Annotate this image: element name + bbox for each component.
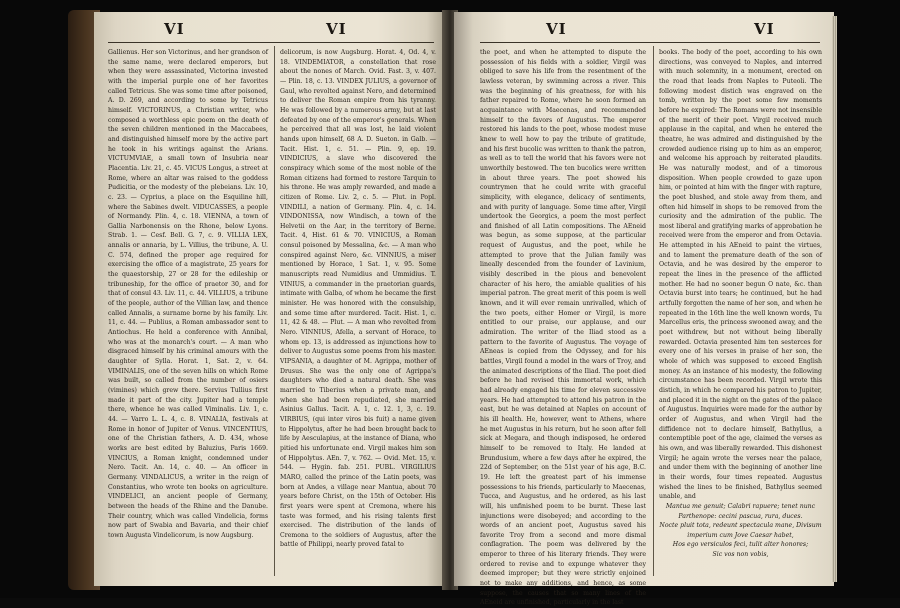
latin-verse: Sic vos non vobis, [712,551,769,559]
running-head-right-col1: VI [546,20,567,38]
dictionary-text: Gallienus. Her son Victorinus, and her grandson of the same name, were declared emperors, but when they were assassinated, Victorina invested with the imperial purple one of her favorites called Tetricus. She was some time after poisoned, A. D. 269, and according to some by Tetricus himself. VICTORINUS, a Christian writer, who composed a worthless epic poem on the death of the seven children mentioned in the Maccabees, and distinguished himself more by the active part he took in his writings against the Arians. VICTUMVIAE, a small town of Insubria near Placentia. Liv. 21, c. 45. VICUS Longus, a street at Rome, where an altar was raised to the goddess Pudicitia, or the modesty of the plebeians. Liv. 10, c. 23. — Cyprius, a place on the Esquiline hill, where the Sabines dwelt. VIDUCASSES, a people of Normandy. Plin. 4, c. 18. VIENNA, a town of Gallia Narbonensis on the Rhone, below Lyons. Strab. 1. — Cesf. Bell. G. 7, c. 9. VILLIA LEX, annalis or annaria, by L. Villius, the tribune, A. U. C. 574, defined the proper age required for exercising the office of a magistrate, 25 years for the quaestorship, 27 or 28 for the edileship or tribuneship, for the office of praetor 30, and for that of consul 43. Liv. 11, c. 44. VILLIUS, a tribune of the people, author of the Villian law, and thence called Annalis, a surname borne by his family. Liv. 11, c. 44. — Publius, a Roman ambassador sent to Antiochus. He held a conference with Annibal, who was at the monarch's court. — A man who disgraced himself by his criminal amours with the daughter of Sylla. Horat. 1, Sat. 2, v. 64. VIMINALIS, one of the seven hills on which Rome was built, so called from the number of osiers (vimines) which grew there. Servius Tullius first made it part of the city. Jupiter had a temple there, whence he was called Viminalis. Liv. 1, c. 44. — Varro L. L. 4, c. 8. VINALIA, festivals at Rome in honor of Jupiter of Venus. VINCENTIUS, one of the Christian fathers, A. D. 434, whose works are best edited by Baluzius, Paris 1669. VINCIUS, a Roman knight, condemned under Nero. Tacit. An. 14, c. 40. — An officer in Germany. VINDALICUS, a writer in the reign of Constantius, who wrote ten books on agriculture. VINDELICI, an ancient people of Germany, between the heads of the Rhine and the Danube. Their country, which was called Vindelicia, forms now part of Swabia and Bavaria, and their chief town Augusta Vindelicorum, is now Augsburg. [108,49,268,539]
right-page-column-1 [480,48,646,607]
left-page [94,12,448,586]
open-book [70,6,840,607]
left-page-column-1 [108,48,268,578]
running-head-right-col2: VI [754,20,775,38]
running-head-left-col1: VI [164,20,185,38]
dictionary-text: delicorum, is now Augsburg. Horat. 4, Od. 4, v. 18. VINDEMIATOR, a constellation that rose about the nones of March. Ovid. Fast. 3, v. 407. — Plin. 18, c. 13. VINDEX JULIUS, a governor of Gaul, who revolted against Nero, and determined to deliver the Roman empire from his tyranny. He was followed by a numerous army, but at last defeated by one of the emperor's generals. When he perceived that all was lost, he laid violent hands upon himself, 68 A. D. Sueton. in Galb. — Tacit. Hist. 1, c. 51. — Plin. 9, ep. 19. VINDICIUS, a slave who discovered the conspiracy which some of the most noble of the Roman citizens had formed to restore Tarquin to his throne. He was amply rewarded, and made a citizen of Rome. Liv. 2, c. 5. — Plut. in Popl. VINDILI, a nation of Germany. Plin. 4, c. 14. VINDONISSA, now Windisch, a town of the Helvetii on the Aar, in the territory of Berne. Tacit. 4, Hist. 61 & 70. VINICIUS, a Roman consul poisoned by Messalina, &c. — A man who conspired against Nero, &c. VINNIUS, a miser mentioned by Horace, 1 Sat. 1, v. 95. Some manuscripts read Numidius and Ummidius. T. VINIUS, a commander in the praetorian guards, intimate with Galba, of whom he became the first minister. He was honored with the consulship, and some time after murdered. Tacit. Hist. 1, c. 11, 42 & 48. — Plut. — A man who revolted from Nero. VINNIUS, Afella, a servant of Horace, to whom ep. 13, is addressed as injunctions how to deliver to Augustus some poems from his master. VIPSANIA, a daughter of M. Agrippa, mother of Drusus. She was the only one of Agrippa's daughters who died a natural death. She was married to Tiberius when a private man, and when she had been repudiated, she married Asinius Gallus. Tacit. A. 1, c. 12. 1, 3, c. 19. VIRBIUS, (qui inter viros bis fuit) a name given to Hippolytus, after he had been brought back to life by Aesculapius, at the instance of Diana, who pitied his unfortunate end. Virgil makes him son of Hippolytus. AEn. 7, v. 762. — Ovid. Met. 15, v. 544. — Hygin. fab. 251. PUBL. VIRGILIUS MARO, called the prince of the Latin poets, was born at Andes, a village near Mantua, about 70 years before Christ, on the 15th of October. His first years were spent at Cremona, where his taste was formed, and his rising talents first exercised. The distribution of the lands of Cremona to the soldiers of Augustus, after the battle of Philippi, nearly proved fatal to [280,49,436,549]
left-page-column-2 [280,48,436,578]
right-page [454,12,834,607]
latin-verse: Mantua me genuit; Calabri rapuere; tenet nunc Parthenope: cecini pascua, rura, duces. [665,502,816,520]
column-divider [274,46,275,576]
running-head-left-col2: VI [326,20,347,38]
right-page-column-2 [659,48,822,578]
header-rule-right [480,42,820,43]
page-edges-right [832,16,837,582]
column-divider [653,46,654,576]
dictionary-text: books. The body of the poet, according to his own directions, was conveyed to Naples, and interred with much solemnity, in a monument, erected on the road that leads from Naples to Puteoli. The following modest distich was engraved on the tomb, written by the poet some few moments before he expired: The Romans were not insensible of the merit of their poet. Virgil received much applause in the capital, and when he entered the theatre, he was admired and distinguished by the crowded audience rising up to him as an emperor, and welcome his approach by reiterated plaudits. He was naturally modest, and of a timorous disposition. When people crowded to gaze upon him, or pointed at him with the finger with rapture, the poet blushed, and stole away from them, and often hid himself in shops to be removed from the curiosity and the admiration of the public. The most liberal and gratifying marks of approbation he received were from the emperor and from Octavia. He attempted in his AEneid to paint the virtues, and to lament the premature death of the son of Octavia, and he was desired by the emperor to repeat the lines in the presence of the afflicted mother. He had no sooner begun O nate, &c. than Octavia burst into tears; he continued, but he had artfully forgotten the name of her son, and when he repeated in the 16th line the well known words, Tu Marcellus eris, the princess swooned away, and the poet withdrew, but not without being liberally rewarded. Octavia presented him ten sesterces for every one of his verses in praise of her son, the whole of which was supposed to exceed English money. As an instance of his modesty, the following circumstance has been recorded. Virgil wrote this distich, in which he compared his patron to Jupiter, and placed it in the night on the gates of the palace of Augustus. Inquiries were made for the author by order of Augustus, and when Virgil had the diffidence not to declare himself, Bathyllus, a contemptible poet of the age, claimed the verses as his own, and was liberally rewarded. This dishonest Virgil; he again wrote the verses near the palace, and under them with the beginning of another line in their words, four times repeated. Augustus wished the lines to be finished, Bathyllus seemed unable, and [659,49,822,501]
latin-verse: Hos ego versiculos feci, tulit alter honores; [672,541,809,549]
dictionary-text: the poet, and when he attempted to dispute the possession of his fields with a soldier, Virgil was obliged to save his life from the resentment of the lawless veteran, by swimming across a river. This was the beginning of his greatness, for with his father repaired to Rome, where he soon formed an acquaintance with Maecenas, and recommended himself to the favors of Augustus. The emperor restored his lands to the poet, whose modest muse knew to well how to pay the tribute of gratitude, and his first bucolic was written to thank the patron, as well as to tell the world that his favors were not unworthily bestowed. The ten bucolics were written in about three years. The poet showed his countrymen that he could write with graceful simplicity, with elegance, delicacy of sentiments, and with purity of language. Some time after, Virgil undertook the Georgics, a poem the most perfect and finished of all Latin compositions. The AEneid was begun, as some suppose, at the particular request of Augustus, and the poet, while he attempted to prove that the Julian family was lineally descended from the founder of Lavinium, visibly described in the pious and benevolent character of his hero, the amiable qualities of his imperial patron. The great merit of this poem is well known, and it will ever remain unrivalled, which of the two poets, either Homer or Virgil, is more entitled to our praise, our applause, and our admiration. The writer of the Iliad stood as a pattern to the favorite of Augustus. The voyage of AEneas is copied from the Odyssey, and for his battles, Virgil found a model in the wars of Troy, and the animated descriptions of the Iliad. The poet died before he had revised this immortal work, which had already engaged his time for eleven successive years. He had attempted to attend his patron in the east, but he was detained at Naples on account of his ill health. He, however, went to Athens, where he met Augustus in his return, but he soon after fell sick at Megara, and though indisposed, he ordered himself to be removed to Italy. He landed at Brundusium, where a few days after he expired, the 22d of September, on the 51st year of his age, B.C. 19. He left the greatest part of his immense possessions to his friends, particularly to Maecenas, Tucca, and Augustus, and he ordered, as his last will, his unfinished poem to be burnt. These last injunctions were disobeyed; and according to the words of an ancient poet, Augustus saved his favorite Troy from a second and more dismal conflagration. The poem was delivered by the emperor to three of his literary friends. They were ordered to revise and to expunge whatever they deemed improper; but they were strictly enjoined not to make any additions, and hence, as some suppose, the causes that so many lines of the AEneid are unfinished, particularly in the last [480,49,646,607]
latin-verse: Nocte pluit tota, redeunt spectacula mane, Divisum imperium cum Jove Caesar habet, [659,522,822,539]
header-rule-left [108,42,434,43]
